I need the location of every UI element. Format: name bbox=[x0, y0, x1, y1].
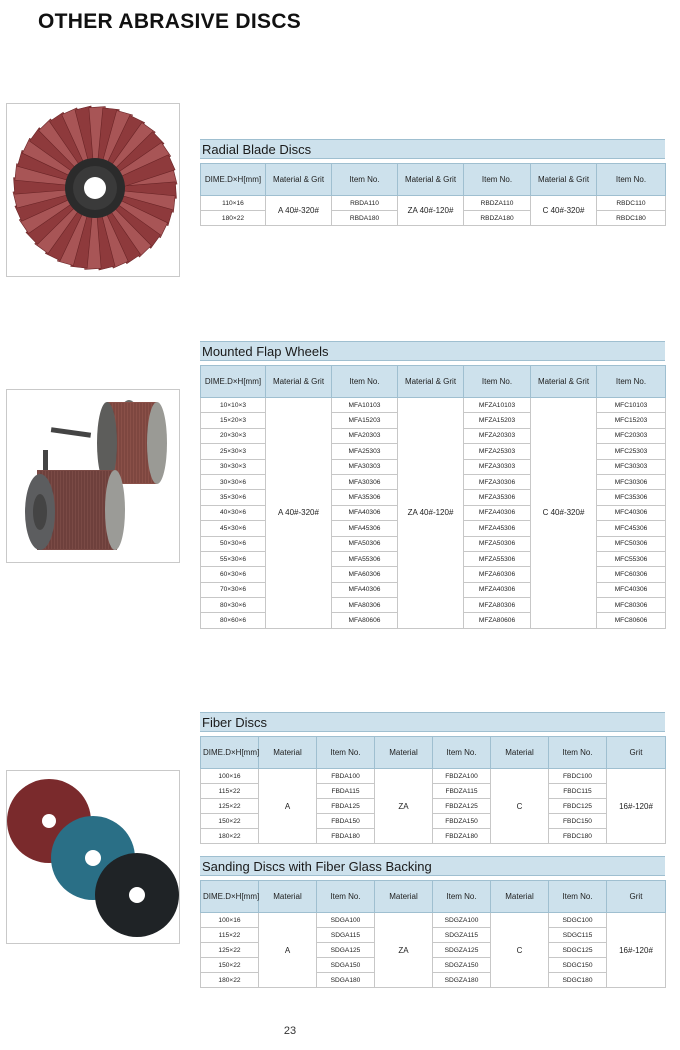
item-cell: FBDA100 bbox=[317, 769, 375, 784]
flap-wheel-image bbox=[7, 390, 180, 563]
col-header-item-no: Item No. bbox=[433, 881, 491, 913]
table-row bbox=[201, 913, 666, 928]
item-cell: MFA15203 bbox=[332, 413, 398, 428]
grit-cell: A 40#-320# bbox=[266, 196, 332, 226]
item-cell: SDGZA180 bbox=[433, 973, 491, 988]
col-header-item-no: Item No. bbox=[433, 737, 491, 769]
sanding-spec-table bbox=[200, 880, 666, 988]
fiber-disc-photo bbox=[6, 770, 180, 944]
item-cell: MFA35306 bbox=[332, 490, 398, 505]
col-header-grit: Grit bbox=[607, 737, 666, 769]
item-cell: RBDZA180 bbox=[464, 211, 531, 226]
dimension-cell: 180×22 bbox=[201, 973, 259, 988]
item-cell: MFC80306 bbox=[597, 598, 666, 613]
dimension-cell: 35×30×6 bbox=[201, 490, 266, 505]
grit-cell: C 40#-320# bbox=[531, 196, 597, 226]
radial-spec-table bbox=[200, 163, 666, 226]
dimension-cell: 150×22 bbox=[201, 958, 259, 973]
col-header-material: Material bbox=[491, 881, 549, 913]
item-cell: MFA30303 bbox=[332, 459, 398, 474]
col-header-item-no: Item No. bbox=[317, 737, 375, 769]
grit-cell: ZA 40#-120# bbox=[398, 196, 464, 226]
dimension-cell: 55×30×6 bbox=[201, 551, 266, 566]
item-cell: MFZA15203 bbox=[464, 413, 531, 428]
item-cell: SDGA115 bbox=[317, 928, 375, 943]
table-row bbox=[201, 196, 666, 211]
dimension-cell: 30×30×3 bbox=[201, 459, 266, 474]
col-header-dimension: DIME.D×H[mm] bbox=[201, 737, 259, 769]
flap-section-title: Mounted Flap Wheels bbox=[200, 341, 665, 361]
grit-cell: 16#-120# bbox=[607, 913, 666, 988]
item-cell: MFC30303 bbox=[597, 459, 666, 474]
col-header-dimension: DIME.D×H[mm] bbox=[201, 164, 266, 196]
material-cell: ZA bbox=[375, 913, 433, 988]
radial-disc-photo bbox=[6, 103, 180, 277]
item-cell: MFA80306 bbox=[332, 598, 398, 613]
item-cell: FBDA180 bbox=[317, 829, 375, 844]
grit-cell: C 40#-320# bbox=[531, 398, 597, 629]
item-cell: MFZA45306 bbox=[464, 521, 531, 536]
col-header-material: Material bbox=[375, 881, 433, 913]
item-cell: MFC50306 bbox=[597, 536, 666, 551]
item-cell: SDGZA115 bbox=[433, 928, 491, 943]
item-cell: FBDZA125 bbox=[433, 799, 491, 814]
dimension-cell: 180×22 bbox=[201, 829, 259, 844]
item-cell: SDGC100 bbox=[549, 913, 607, 928]
item-cell: MFC20303 bbox=[597, 428, 666, 443]
dimension-cell: 20×30×3 bbox=[201, 428, 266, 443]
item-cell: MFZA30306 bbox=[464, 474, 531, 489]
radial-section-title: Radial Blade Discs bbox=[200, 139, 665, 159]
item-cell: RBDC180 bbox=[597, 211, 666, 226]
dimension-cell: 115×22 bbox=[201, 784, 259, 799]
item-cell: SDGA150 bbox=[317, 958, 375, 973]
table-row bbox=[201, 769, 666, 784]
item-cell: SDGA125 bbox=[317, 943, 375, 958]
dimension-cell: 100×16 bbox=[201, 769, 259, 784]
dimension-cell: 180×22 bbox=[201, 211, 266, 226]
item-cell: MFA80606 bbox=[332, 613, 398, 628]
col-header-material: Material bbox=[259, 881, 317, 913]
item-cell: MFZA40306 bbox=[464, 505, 531, 520]
dimension-cell: 125×22 bbox=[201, 943, 259, 958]
fiber-section-title: Fiber Discs bbox=[200, 712, 665, 732]
col-header-material-grit: Material & Grit bbox=[266, 366, 332, 398]
fiber-disc-image bbox=[7, 771, 180, 944]
item-cell: MFZA30303 bbox=[464, 459, 531, 474]
item-cell: SDGZA100 bbox=[433, 913, 491, 928]
dimension-cell: 25×30×3 bbox=[201, 444, 266, 459]
item-cell: MFA60306 bbox=[332, 567, 398, 582]
dimension-cell: 60×30×6 bbox=[201, 567, 266, 582]
item-cell: FBDC150 bbox=[549, 814, 607, 829]
dimension-cell: 50×30×6 bbox=[201, 536, 266, 551]
item-cell: MFC25303 bbox=[597, 444, 666, 459]
item-cell: FBDZA180 bbox=[433, 829, 491, 844]
material-cell: A bbox=[259, 769, 317, 844]
item-cell: MFZA60306 bbox=[464, 567, 531, 582]
item-cell: FBDZA100 bbox=[433, 769, 491, 784]
col-header-material: Material bbox=[259, 737, 317, 769]
col-header-dimension: DIME.D×H[mm] bbox=[201, 881, 259, 913]
col-header-material: Material bbox=[491, 737, 549, 769]
item-cell: FBDC125 bbox=[549, 799, 607, 814]
item-cell: SDGZA150 bbox=[433, 958, 491, 973]
sanding-section-title: Sanding Discs with Fiber Glass Backing bbox=[200, 856, 665, 876]
dimension-cell: 110×16 bbox=[201, 196, 266, 211]
col-header-item-no: Item No. bbox=[464, 164, 531, 196]
col-header-item-no: Item No. bbox=[549, 737, 607, 769]
dimension-cell: 100×16 bbox=[201, 913, 259, 928]
item-cell: RBDA110 bbox=[332, 196, 398, 211]
item-cell: MFZA55306 bbox=[464, 551, 531, 566]
item-cell: MFC40306 bbox=[597, 505, 666, 520]
item-cell: SDGC150 bbox=[549, 958, 607, 973]
item-cell: FBDZA150 bbox=[433, 814, 491, 829]
item-cell: MFC45306 bbox=[597, 521, 666, 536]
dimension-cell: 125×22 bbox=[201, 799, 259, 814]
item-cell: MFA40306 bbox=[332, 582, 398, 597]
page-number: 23 bbox=[283, 1025, 297, 1037]
item-cell: FBDC180 bbox=[549, 829, 607, 844]
table-row bbox=[201, 398, 666, 413]
flap-wheel-photo bbox=[6, 389, 180, 563]
item-cell: RBDC110 bbox=[597, 196, 666, 211]
item-cell: MFC30306 bbox=[597, 474, 666, 489]
col-header-material: Material bbox=[375, 737, 433, 769]
dimension-cell: 40×30×6 bbox=[201, 505, 266, 520]
dimension-cell: 80×30×6 bbox=[201, 598, 266, 613]
col-header-item-no: Item No. bbox=[597, 366, 666, 398]
item-cell: FBDA115 bbox=[317, 784, 375, 799]
item-cell: RBDA180 bbox=[332, 211, 398, 226]
material-cell: ZA bbox=[375, 769, 433, 844]
item-cell: FBDC115 bbox=[549, 784, 607, 799]
item-cell: SDGC125 bbox=[549, 943, 607, 958]
item-cell: FBDA125 bbox=[317, 799, 375, 814]
item-cell: MFA50306 bbox=[332, 536, 398, 551]
col-header-item-no: Item No. bbox=[317, 881, 375, 913]
col-header-grit: Grit bbox=[607, 881, 666, 913]
item-cell: MFZA25303 bbox=[464, 444, 531, 459]
material-cell: C bbox=[491, 913, 549, 988]
item-cell: SDGC180 bbox=[549, 973, 607, 988]
grit-cell: ZA 40#-120# bbox=[398, 398, 464, 629]
item-cell: MFA20303 bbox=[332, 428, 398, 443]
item-cell: MFZA80606 bbox=[464, 613, 531, 628]
item-cell: MFC35306 bbox=[597, 490, 666, 505]
col-header-item-no: Item No. bbox=[597, 164, 666, 196]
col-header-item-no: Item No. bbox=[332, 164, 398, 196]
grit-cell: A 40#-320# bbox=[266, 398, 332, 629]
item-cell: MFZA10103 bbox=[464, 398, 531, 413]
material-cell: C bbox=[491, 769, 549, 844]
item-cell: MFA45306 bbox=[332, 521, 398, 536]
item-cell: MFZA40306 bbox=[464, 582, 531, 597]
item-cell: SDGA180 bbox=[317, 973, 375, 988]
item-cell: MFC10103 bbox=[597, 398, 666, 413]
material-cell: A bbox=[259, 913, 317, 988]
page-title: OTHER ABRASIVE DISCS bbox=[38, 10, 302, 33]
item-cell: MFA40306 bbox=[332, 505, 398, 520]
col-header-material-grit: Material & Grit bbox=[398, 366, 464, 398]
radial-disc-image bbox=[7, 104, 180, 277]
item-cell: SDGC115 bbox=[549, 928, 607, 943]
item-cell: MFA25303 bbox=[332, 444, 398, 459]
item-cell: SDGA100 bbox=[317, 913, 375, 928]
item-cell: MFZA20303 bbox=[464, 428, 531, 443]
col-header-item-no: Item No. bbox=[464, 366, 531, 398]
item-cell: FBDC100 bbox=[549, 769, 607, 784]
col-header-dimension: DIME.D×H[mm] bbox=[201, 366, 266, 398]
item-cell: MFA55306 bbox=[332, 551, 398, 566]
col-header-material-grit: Material & Grit bbox=[531, 164, 597, 196]
item-cell: MFZA35306 bbox=[464, 490, 531, 505]
item-cell: MFC15203 bbox=[597, 413, 666, 428]
col-header-item-no: Item No. bbox=[549, 881, 607, 913]
col-header-material-grit: Material & Grit bbox=[531, 366, 597, 398]
item-cell: MFC80606 bbox=[597, 613, 666, 628]
dimension-cell: 30×30×6 bbox=[201, 474, 266, 489]
dimension-cell: 45×30×6 bbox=[201, 521, 266, 536]
col-header-material-grit: Material & Grit bbox=[266, 164, 332, 196]
col-header-item-no: Item No. bbox=[332, 366, 398, 398]
item-cell: FBDZA115 bbox=[433, 784, 491, 799]
dimension-cell: 70×30×6 bbox=[201, 582, 266, 597]
item-cell: MFZA80306 bbox=[464, 598, 531, 613]
item-cell: MFA30306 bbox=[332, 474, 398, 489]
grit-cell: 16#-120# bbox=[607, 769, 666, 844]
item-cell: MFZA50306 bbox=[464, 536, 531, 551]
item-cell: MFC40306 bbox=[597, 582, 666, 597]
dimension-cell: 150×22 bbox=[201, 814, 259, 829]
dimension-cell: 115×22 bbox=[201, 928, 259, 943]
item-cell: MFC60306 bbox=[597, 567, 666, 582]
item-cell: MFA10103 bbox=[332, 398, 398, 413]
col-header-material-grit: Material & Grit bbox=[398, 164, 464, 196]
flap-spec-table bbox=[200, 365, 666, 629]
dimension-cell: 80×60×6 bbox=[201, 613, 266, 628]
item-cell: MFC55306 bbox=[597, 551, 666, 566]
dimension-cell: 15×20×3 bbox=[201, 413, 266, 428]
fiber-spec-table bbox=[200, 736, 666, 844]
dimension-cell: 10×10×3 bbox=[201, 398, 266, 413]
item-cell: RBDZA110 bbox=[464, 196, 531, 211]
item-cell: SDGZA125 bbox=[433, 943, 491, 958]
item-cell: FBDA150 bbox=[317, 814, 375, 829]
